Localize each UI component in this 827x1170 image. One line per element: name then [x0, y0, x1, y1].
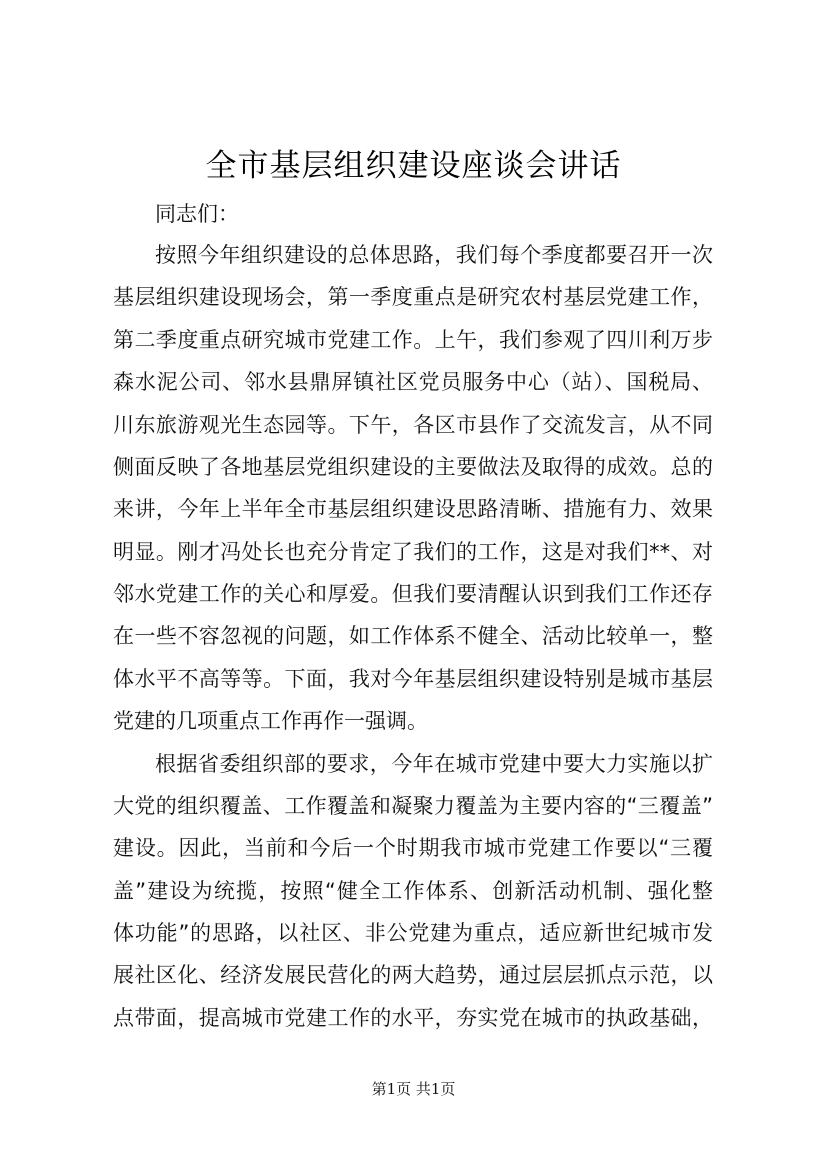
paragraph-line: 体水平不高等等。下面，我对今年基层组织建设特别是城市基层 — [113, 667, 713, 691]
paragraph-line: 党建的几项重点工作再作一强调。 — [113, 709, 428, 733]
page-number-footer: 第1页 共1页 — [371, 1080, 456, 1098]
paragraph-line: 根据省委组织部的要求，今年在城市党建中要大力实施以扩 — [155, 752, 713, 776]
paragraph-line: 盖”建设为统揽，按照“健全工作体系、创新活动机制、强化整 — [113, 879, 713, 903]
paragraph-line: 来讲，今年上半年全市基层组织建设思路清晰、措施有力、效果 — [113, 497, 713, 521]
document-title: 全市基层组织建设座谈会讲话 — [205, 148, 622, 184]
paragraph-line: 第二季度重点研究城市党建工作。上午，我们参观了四川利万步 — [113, 328, 713, 352]
paragraph-line: 森水泥公司、邻水县鼎屏镇社区党员服务中心（站）、国税局、 — [113, 370, 713, 394]
paragraph-line: 邻水党建工作的关心和厚爱。但我们要清醒认识到我们工作还存 — [113, 582, 713, 606]
paragraph-line: 点带面，提高城市党建工作的水平，夯实党在城市的执政基础， — [113, 1006, 713, 1030]
paragraph-line: 体功能”的思路，以社区、非公党建为重点，适应新世纪城市发 — [113, 921, 713, 945]
paragraph-line: 基层组织建设现场会，第一季度重点是研究农村基层党建工作， — [113, 285, 713, 309]
paragraph-line: 川东旅游观光生态园等。下午，各区市县作了交流发言，从不同 — [113, 413, 713, 437]
paragraph-line: 展社区化、经济发展民营化的两大趋势，通过层层抓点示范，以 — [113, 963, 713, 987]
paragraph-line: 侧面反映了各地基层党组织建设的主要做法及取得的成效。总的 — [113, 455, 713, 479]
paragraph-line: 在一些不容忽视的问题，如工作体系不健全、活动比较单一，整 — [113, 624, 713, 648]
paragraph-line: 明显。刚才冯处长也充分肯定了我们的工作，这是对我们**、对 — [113, 540, 713, 564]
paragraph-line: 按照今年组织建设的总体思路，我们每个季度都要召开一次 — [155, 243, 713, 267]
paragraph-line: 建设。因此，当前和今后一个时期我市城市党建工作要以“三覆 — [113, 836, 713, 860]
salutation-line: 同志们： — [155, 202, 239, 226]
paragraph-line: 大党的组织覆盖、工作覆盖和凝聚力覆盖为主要内容的“三覆盖” — [113, 794, 713, 818]
